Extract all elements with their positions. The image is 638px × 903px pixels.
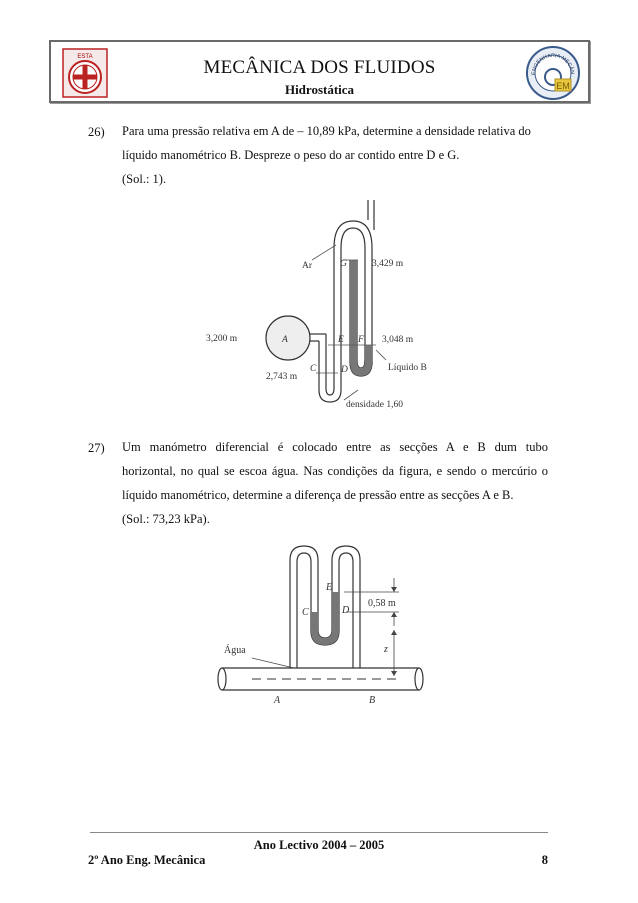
manometer-figure-27 — [214, 540, 429, 710]
label-height-g: 3,429 m — [372, 259, 404, 269]
question-line: Um manómetro diferencial é colocado entre as secções A e B dum tubo — [122, 440, 548, 454]
label-d: D — [342, 605, 350, 616]
label-height-ef: 3,048 m — [382, 335, 414, 345]
label-b: B — [369, 695, 376, 705]
footer-divider — [90, 832, 548, 833]
label-c: C — [310, 364, 317, 374]
logo-left-text: ESTA — [77, 54, 93, 60]
label-a: A — [274, 695, 281, 705]
label-g: G — [340, 259, 347, 269]
label-c: C — [302, 607, 309, 618]
page-subtitle: Hidrostática — [284, 82, 355, 97]
manometer-figure-26 — [198, 200, 448, 420]
question-line: líquido manométrico B. Despreze o peso do ar contido entre D e G. — [122, 148, 460, 162]
page-number: 8 — [541, 853, 548, 867]
label-a: A — [282, 335, 288, 345]
header-box — [49, 40, 590, 103]
label-height-a: 3,200 m — [206, 334, 238, 344]
label-liquido: Líquido B — [388, 363, 427, 373]
label-densidade: densidade 1,60 — [346, 400, 403, 410]
label-ar: Ar — [302, 261, 313, 271]
page-title: MECÂNICA DOS FLUIDOS — [203, 57, 436, 78]
question-text — [122, 435, 548, 531]
label-height: 0,58 m — [368, 598, 396, 609]
label-agua: Água — [224, 645, 246, 656]
logo-right-text: ENGENHARIA MECÂN — [530, 52, 576, 76]
footer-year: Ano Lectivo 2004 – 2005 — [253, 838, 385, 852]
question-number: 26) — [88, 125, 105, 139]
question-line: Para uma pressão relativa em A de – 10,89 kPa, determine a densidade relativa do — [122, 124, 531, 138]
svg-text:EM: EM — [556, 81, 570, 91]
question-line: líquido manométrico, determine a diferença de pressão entre as secções A e B. — [122, 488, 514, 502]
question-text — [122, 119, 548, 191]
label-e: E — [326, 582, 333, 593]
question-line: (Sol.: 73,23 kPa). — [122, 512, 210, 526]
label-e: E — [338, 335, 344, 345]
engineering-logo — [525, 45, 581, 101]
label-height-c: 2,743 m — [266, 372, 298, 382]
label-f: F — [358, 335, 364, 345]
label-d: D — [341, 365, 348, 375]
label-z: z — [384, 644, 388, 655]
question-line: horizontal, no qual se escoa água. Nas condições da figura, e sendo o mercúrio o — [122, 464, 548, 478]
question-number: 27) — [88, 441, 105, 455]
footer-course: 2º Ano Eng. Mecânica — [88, 853, 206, 867]
question-line: (Sol.: 1). — [122, 172, 167, 186]
